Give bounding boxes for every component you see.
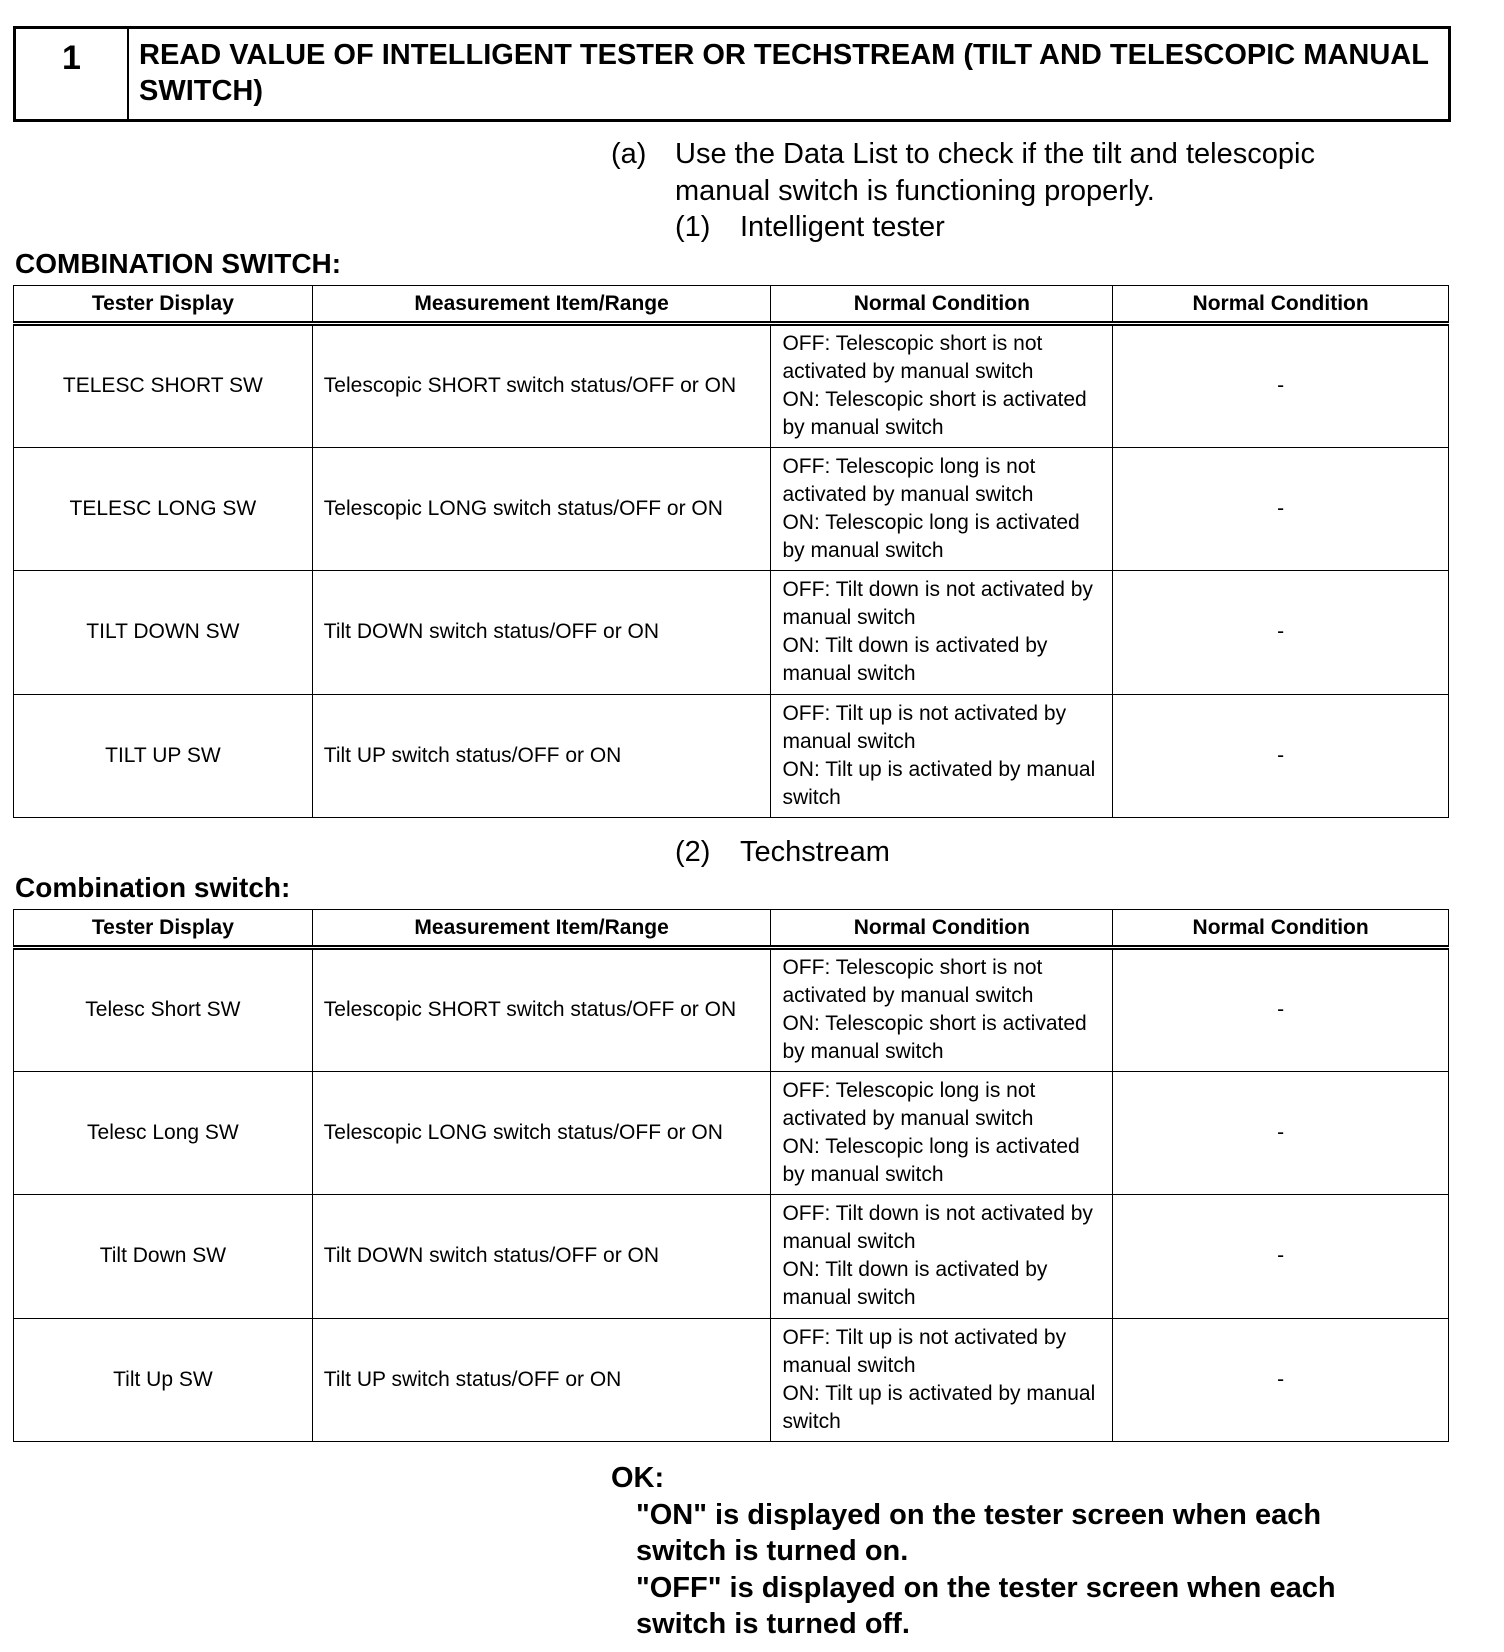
column-header: Normal Condition — [1113, 286, 1449, 324]
table-row — [14, 1071, 1449, 1195]
ok-line2: "OFF" is displayed on the tester screen when each switch is turned off. — [636, 1571, 1336, 1640]
ok-label: OK: — [611, 1462, 665, 1494]
sub2-label: (2) — [675, 836, 711, 868]
normal-condition-cell: OFF: Telescopic short is not activated by manual switch ON: Telescopic short is activated by manual switch — [771, 324, 1113, 448]
sub2-text: Techstream — [740, 836, 890, 868]
normal-condition-cell: OFF: Tilt up is not activated by manual switch ON: Tilt up is activated by manual switch — [771, 1318, 1113, 1442]
table2 — [13, 909, 1449, 1442]
column-header: Measurement Item/Range — [312, 910, 771, 948]
header-row — [14, 286, 1449, 324]
normal-condition-cell: OFF: Tilt up is not activated by manual switch ON: Tilt up is activated by manual switch — [771, 694, 1113, 818]
column-header: Normal Condition — [1113, 910, 1449, 948]
column-header: Normal Condition — [771, 910, 1113, 948]
column-header: Measurement Item/Range — [312, 286, 771, 324]
table1 — [13, 285, 1449, 818]
normal-condition-2-cell: - — [1113, 324, 1449, 448]
measurement-cell: Tilt DOWN switch status/OFF or ON — [312, 1195, 771, 1319]
tester-display-cell: Telesc Short SW — [14, 948, 313, 1072]
column-header: Tester Display — [14, 286, 313, 324]
table-row — [14, 1195, 1449, 1319]
measurement-cell: Tilt DOWN switch status/OFF or ON — [312, 571, 771, 695]
table-row — [14, 694, 1449, 818]
tester-display-cell: Tilt Up SW — [14, 1318, 313, 1442]
table2-title: Combination switch: — [15, 872, 291, 903]
measurement-cell: Telescopic SHORT switch status/OFF or ON — [312, 948, 771, 1072]
normal-condition-cell: OFF: Tilt down is not activated by manual switch ON: Tilt down is activated by manual switch — [771, 571, 1113, 695]
instruction-line1: Use the Data List to check if the tilt and telescopic — [675, 138, 1315, 170]
measurement-cell: Telescopic LONG switch status/OFF or ON — [312, 1071, 771, 1195]
normal-condition-2-cell: - — [1113, 1071, 1449, 1195]
normal-condition-2-cell: - — [1113, 1318, 1449, 1442]
ok-line1: "ON" is displayed on the tester screen when each switch is turned on. — [636, 1498, 1322, 1567]
table-row — [14, 571, 1449, 695]
ok-block — [611, 1460, 1371, 1643]
instruction-line2: manual switch is functioning properly. — [675, 175, 1155, 207]
measurement-cell: Tilt UP switch status/OFF or ON — [312, 1318, 771, 1442]
measurement-cell: Tilt UP switch status/OFF or ON — [312, 694, 771, 818]
normal-condition-cell: OFF: Telescopic long is not activated by manual switch ON: Telescopic long is activated by manual switch — [771, 447, 1113, 571]
normal-condition-2-cell: - — [1113, 948, 1449, 1072]
step-title: READ VALUE OF INTELLIGENT TESTER OR TECHSTREAM (TILT AND TELESCOPIC MANUAL SWITCH) — [139, 39, 1429, 107]
table-row — [14, 948, 1449, 1072]
step-header — [13, 26, 1451, 122]
tester-display-cell: Tilt Down SW — [14, 1195, 313, 1319]
instruction-label: (a) — [611, 138, 647, 170]
sub1-label: (1) — [675, 211, 711, 243]
measurement-cell: Telescopic SHORT switch status/OFF or ON — [312, 324, 771, 448]
sub1-text: Intelligent tester — [740, 211, 945, 243]
tester-display-cell: TILT DOWN SW — [14, 571, 313, 695]
normal-condition-2-cell: - — [1113, 694, 1449, 818]
step-number: 1 — [16, 29, 129, 119]
tester-display-cell: TELESC LONG SW — [14, 447, 313, 571]
normal-condition-2-cell: - — [1113, 1195, 1449, 1319]
normal-condition-cell: OFF: Telescopic long is not activated by manual switch ON: Telescopic long is activated by manual switch — [771, 1071, 1113, 1195]
table-row — [14, 324, 1449, 448]
normal-condition-cell: OFF: Tilt down is not activated by manual switch ON: Tilt down is activated by manual switch — [771, 1195, 1113, 1319]
header-row — [14, 910, 1449, 948]
tester-display-cell: TILT UP SW — [14, 694, 313, 818]
tester-display-cell: Telesc Long SW — [14, 1071, 313, 1195]
normal-condition-2-cell: - — [1113, 571, 1449, 695]
normal-condition-cell: OFF: Telescopic short is not activated by manual switch ON: Telescopic short is activated by manual switch — [771, 948, 1113, 1072]
measurement-cell: Telescopic LONG switch status/OFF or ON — [312, 447, 771, 571]
column-header: Tester Display — [14, 910, 313, 948]
table-row — [14, 1318, 1449, 1442]
column-header: Normal Condition — [771, 286, 1113, 324]
table1-title: COMBINATION SWITCH: — [15, 248, 342, 279]
normal-condition-2-cell: - — [1113, 447, 1449, 571]
table-row — [14, 447, 1449, 571]
tester-display-cell: TELESC SHORT SW — [14, 324, 313, 448]
